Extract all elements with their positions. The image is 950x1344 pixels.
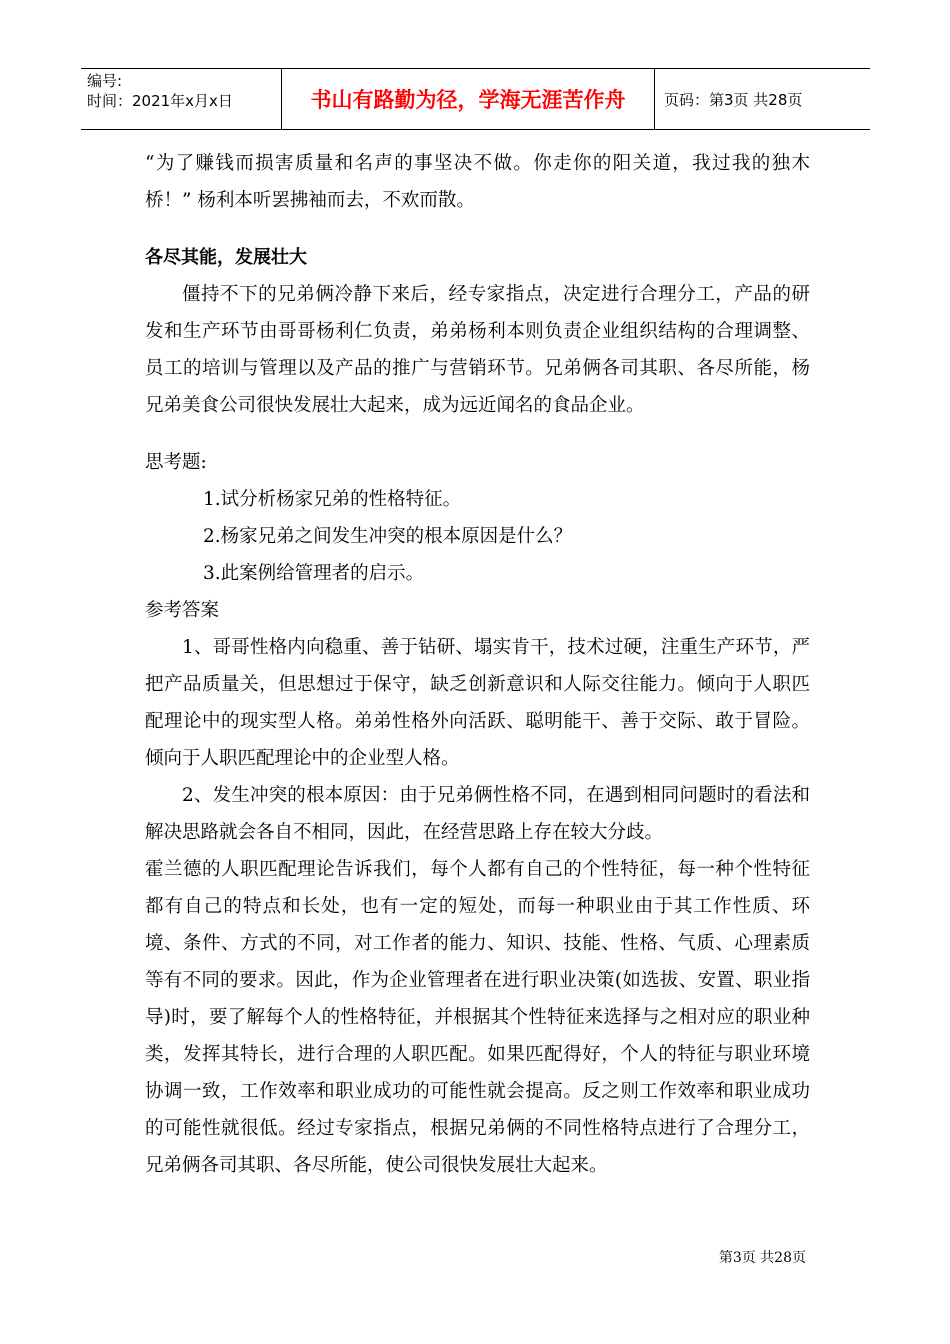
paragraph-quote: “为了赚钱而损害质量和名声的事坚决不做。你走你的阳关道，我过我的独木桥！” 杨利本听罢拂袖而去，不欢而散。 (145, 153, 810, 211)
page-header (81, 68, 870, 130)
header-motto: 书山有路勤为径，学海无涯苦作舟 (282, 69, 655, 129)
questions-title: 思考题: (145, 452, 207, 473)
answer-holland-theory: 霍兰德的人职匹配理论告诉我们，每个人都有自己的个性特征，每一种个性特征都有自己的特点和长处，也有一定的短处，而每一种职业由于其工作性质、环境、条件、方式的不同，对工作者的能力、知识、技能、性格、气质、心理素质等有不同的要求。因此，作为企业管理者在进行职业决策(如选拔、安置、职业指导)时，要了解每个人的性格特征，并根据其个性特征来选择与之相对应的职业种类，发挥其特长，进行合理的人职匹配。如果匹配得好，个人的特征与职业环境协调一致，工作效率和职业成功的可能性就会提高。反之则工作效率和职业成功的可能性就很低。经过专家指点，根据兄弟俩的不同性格特点进行了合理分工，兄弟俩各司其职、各尽所能，使公司很快发展壮大起来。 (145, 859, 810, 1176)
header-meta (81, 69, 282, 129)
paragraph-division-of-labor: 僵持不下的兄弟俩冷静下来后，经专家指点，决定进行合理分工，产品的研发和生产环节由哥哥杨利仁负责，弟弟杨利本则负责企业组织结构的合理调整、员工的培训与管理以及产品的推广与营销环节。兄弟俩各司其职、各尽所能，杨兄弟美食公司很快发展壮大起来，成为远近闻名的食品企业。 (145, 284, 810, 416)
section-heading: 各尽其能，发展壮大 (145, 247, 307, 268)
question-item: 2.杨家兄弟之间发生冲突的根本原因是什么？ (203, 526, 573, 547)
question-item: 1.试分析杨家兄弟的性格特征。 (203, 489, 462, 510)
question-item: 3.此案例给管理者的启示。 (203, 563, 425, 584)
document-date: 时间：2021年x月x日 (87, 92, 233, 110)
header-page-number: 页码：第3页 共28页 (664, 90, 803, 109)
answer-2: 2、发生冲突的根本原因：由于兄弟俩性格不同，在遇到相同问题时的看法和解决思路就会各自不相同，因此，在经营思路上存在较大分歧。 (145, 785, 810, 843)
document-body (145, 145, 810, 1184)
document-number-label: 编号: (87, 72, 123, 90)
answer-1: 1、哥哥性格内向稳重、善于钻研、塌实肯干，技术过硬，注重生产环节，严把产品质量关，但思想过于保守，缺乏创新意识和人际交往能力。倾向于人职匹配理论中的现实型人格。弟弟性格外向活跃、聪明能干、善于交际、敢于冒险。倾向于人职匹配理论中的企业型人格。 (145, 637, 810, 769)
page-footer: 第3页 共28页 (718, 1250, 806, 1266)
answers-title: 参考答案 (145, 600, 220, 621)
